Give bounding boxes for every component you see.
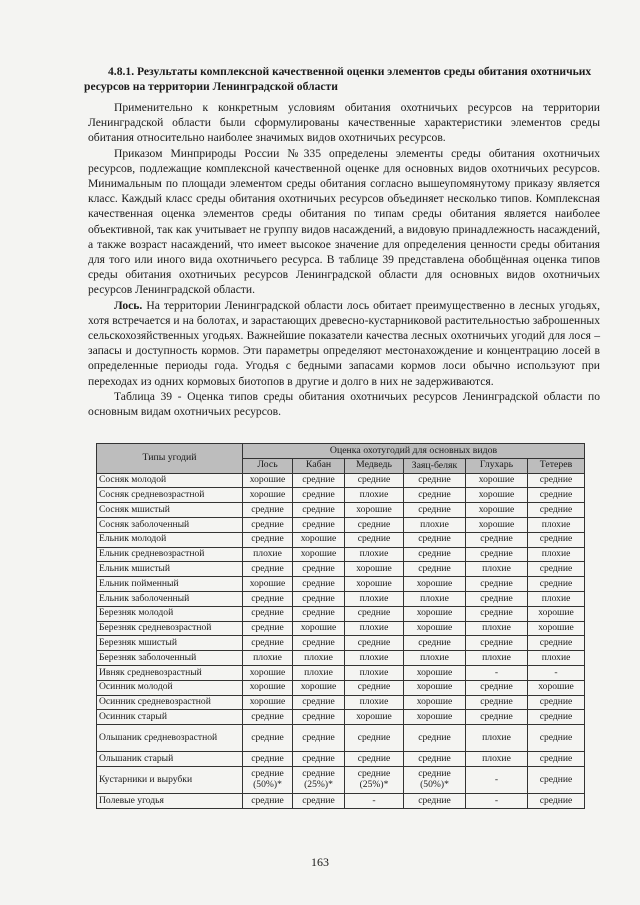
rating-cell: средние <box>466 532 528 547</box>
rating-cell: средние <box>345 532 404 547</box>
table-row <box>97 562 585 577</box>
rating-cell: средние <box>528 577 585 592</box>
rating-cell: средние <box>404 532 466 547</box>
rating-cell: средние <box>345 606 404 621</box>
habitat-type-cell: Сосняк молодой <box>97 473 243 488</box>
habitat-type-cell: Сосняк средневозрастной <box>97 488 243 503</box>
rating-cell: хорошие <box>243 665 293 680</box>
habitat-type-cell: Кустарники и вырубки <box>97 766 243 793</box>
rating-cell: средние <box>293 636 345 651</box>
paragraph-3-lead: Лось. <box>114 298 143 312</box>
rating-cell: средние <box>404 488 466 503</box>
rating-cell: хорошие <box>466 517 528 532</box>
habitat-type-cell: Осинник средневозрастной <box>97 695 243 710</box>
table-row <box>97 651 585 666</box>
rating-cell: хорошие <box>345 503 404 518</box>
rating-cell: средние <box>528 766 585 793</box>
habitat-type-cell: Ельник мшистый <box>97 562 243 577</box>
habitat-type-cell: Осинник молодой <box>97 680 243 695</box>
rating-cell: плохие <box>243 651 293 666</box>
rating-cell: средние <box>466 577 528 592</box>
rating-cell: хорошие <box>293 532 345 547</box>
rating-cell: хорошие <box>404 621 466 636</box>
paragraph-3 <box>88 298 600 389</box>
rating-cell: средние <box>293 752 345 767</box>
rating-cell: плохие <box>293 665 345 680</box>
rating-cell: средние <box>243 517 293 532</box>
rating-cell: средние <box>293 606 345 621</box>
habitat-type-cell: Ивняк средневозрастный <box>97 665 243 680</box>
rating-cell: плохие <box>345 665 404 680</box>
table-row <box>97 752 585 767</box>
rating-cell: плохие <box>345 488 404 503</box>
rating-cell: средние <box>404 725 466 752</box>
rating-cell: средние <box>466 680 528 695</box>
rating-cell: хорошие <box>528 680 585 695</box>
rating-cell: хорошие <box>528 621 585 636</box>
rating-cell: средние <box>243 591 293 606</box>
rating-cell: хорошие <box>528 606 585 621</box>
rating-cell: средние <box>345 752 404 767</box>
habitat-type-cell: Ельник молодой <box>97 532 243 547</box>
rating-cell: средние <box>404 503 466 518</box>
rating-cell: средние <box>404 752 466 767</box>
rating-cell: плохие <box>466 621 528 636</box>
rating-cell: средние <box>404 473 466 488</box>
rating-cell: хорошие <box>243 577 293 592</box>
rating-cell: плохие <box>466 651 528 666</box>
rating-cell: средние <box>293 695 345 710</box>
rating-cell: плохие <box>466 752 528 767</box>
habitat-type-cell: Осинник старый <box>97 710 243 725</box>
table-row <box>97 766 585 793</box>
rating-cell: средние <box>528 473 585 488</box>
rating-cell: средние <box>528 503 585 518</box>
paragraph-3-text: На территории Ленинградской области лось обитает преимущественно в лесных угодьях, хотя встречается и на болотах, и зарастающих древесно-кустарниковой растительностью заброшенных сельскохозяйственных угодьях. Важнейшие показатели качества лесных охотничьих угодий для лося – запасы и доступность кормов. Эти параметры определяют местонахождение и концентрацию лосей в определенные периоды года. Угодья с бедными запасами кормов лоси обычно используют при переходах из одних кормовых биотопов в другие и долго в них не задерживаются. <box>88 298 600 388</box>
paragraph-1: Применительно к конкретным условиям обитания охотничьих ресурсов на территории Ленинградской области были сформулированы качественные характеристики элементов среды обитания относительно наиболее значимых видов охотничьих ресурсов. <box>88 101 600 145</box>
table-row <box>97 725 585 752</box>
rating-cell: хорошие <box>404 606 466 621</box>
rating-cell: средние <box>243 621 293 636</box>
rating-cell: средние <box>345 636 404 651</box>
rating-cell: хорошие <box>243 680 293 695</box>
rating-cell: плохие <box>345 547 404 562</box>
rating-cell: средние <box>528 752 585 767</box>
rating-cell: средние <box>404 562 466 577</box>
rating-cell: плохие <box>466 562 528 577</box>
rating-cell: хорошие <box>345 577 404 592</box>
page-number: 163 <box>311 855 329 869</box>
rating-cell: средние <box>404 793 466 808</box>
group-header: Оценка охотугодий для основных видов <box>243 444 585 459</box>
table-row <box>97 606 585 621</box>
rating-cell: средние <box>243 725 293 752</box>
rating-cell: средние <box>528 488 585 503</box>
habitat-type-cell: Березняк средневозрастной <box>97 621 243 636</box>
table-header-row-1 <box>97 444 585 459</box>
table-row <box>97 591 585 606</box>
rating-cell: средние <box>243 562 293 577</box>
table-row <box>97 503 585 518</box>
habitat-type-cell: Березняк молодой <box>97 606 243 621</box>
rating-cell: средние <box>293 473 345 488</box>
rating-cell: средние (50%)* <box>404 766 466 793</box>
table-row <box>97 636 585 651</box>
species-header-grouse: Тетерев <box>528 458 585 473</box>
rating-cell: средние <box>293 591 345 606</box>
table-row <box>97 517 585 532</box>
rating-cell: средние <box>404 547 466 562</box>
table-row <box>97 488 585 503</box>
habitat-type-cell: Ольшаник средневозрастной <box>97 725 243 752</box>
rating-cell: - <box>466 665 528 680</box>
rating-cell: - <box>466 766 528 793</box>
habitat-type-cell: Ельник пойменный <box>97 577 243 592</box>
rating-cell: средние <box>345 725 404 752</box>
table-caption: Таблица 39 - Оценка типов среды обитания охотничьих ресурсов Ленинградской области по основным видам охотничьих ресурсов. <box>88 389 600 419</box>
rating-cell: средние (25%)* <box>345 766 404 793</box>
rating-cell: хорошие <box>404 665 466 680</box>
rating-cell: средние <box>528 793 585 808</box>
rating-cell: хорошие <box>466 473 528 488</box>
rating-cell: хорошие <box>404 710 466 725</box>
habitat-type-cell: Березняк мшистый <box>97 636 243 651</box>
rating-cell: - <box>466 793 528 808</box>
rating-cell: хорошие <box>293 547 345 562</box>
table-row <box>97 532 585 547</box>
habitat-type-cell: Сосняк мшистый <box>97 503 243 518</box>
rating-cell: плохие <box>345 621 404 636</box>
rating-cell: средние <box>466 547 528 562</box>
rating-cell: средние <box>528 636 585 651</box>
type-header: Типы угодий <box>97 444 243 474</box>
species-header-capercaillie: Глухарь <box>466 458 528 473</box>
rating-cell: хорошие <box>243 695 293 710</box>
rating-cell: плохие <box>243 547 293 562</box>
rating-cell: хорошие <box>404 577 466 592</box>
table-row <box>97 665 585 680</box>
paragraph-2: Приказом Минприроды России №335 определены элементы среды обитания охотничьих ресурсов, подлежащие комплексной качественной оценке для основных видов охотничьих ресурсов. Минимальным по площади элементом среды обитания согласно вышеупомянутому приказу является класс. Каждый класс среды обитания охотничьих ресурсов объединяет несколько типов. Комплексная качественная оценка элементов среды обитания по типам среды обитания является наиболее объективной, так как учитывает не группу видов насаждений, а видовую принадлежность насаждений, а также возраст насаждений, что имеет высокое значение для определения ценности среды обитания для того или иного вида охотничьего ресурса. В таблице 39 представлена обобщённая оценка типов среды обитания охотничьих ресурсов Ленинградской области для основных видов охотничьих ресурсов Ленинградской области. <box>88 146 600 297</box>
rating-cell: средние <box>404 636 466 651</box>
table-row <box>97 547 585 562</box>
rating-cell: плохие <box>404 517 466 532</box>
table-row <box>97 793 585 808</box>
table-row <box>97 577 585 592</box>
body-text <box>88 100 600 419</box>
rating-cell: хорошие <box>404 680 466 695</box>
rating-cell: средние <box>293 503 345 518</box>
rating-cell: хорошие <box>345 562 404 577</box>
rating-cell: плохие <box>404 651 466 666</box>
rating-cell: плохие <box>528 651 585 666</box>
rating-cell: средние <box>293 488 345 503</box>
habitat-type-cell: Сосняк заболоченный <box>97 517 243 532</box>
rating-cell: средние <box>293 577 345 592</box>
rating-cell: плохие <box>466 725 528 752</box>
rating-cell: средние <box>466 710 528 725</box>
table-row <box>97 680 585 695</box>
rating-cell: средние <box>466 606 528 621</box>
rating-cell: средние <box>528 532 585 547</box>
rating-cell: хорошие <box>466 488 528 503</box>
rating-cell: хорошие <box>243 473 293 488</box>
species-header-hare: Заяц-беляк <box>404 458 466 473</box>
rating-cell: плохие <box>293 651 345 666</box>
rating-cell: средние <box>293 562 345 577</box>
rating-cell: средние <box>243 710 293 725</box>
species-header-moose: Лось <box>243 458 293 473</box>
habitat-type-cell: Березняк заболоченный <box>97 651 243 666</box>
rating-cell: средние <box>345 473 404 488</box>
rating-cell: хорошие <box>293 621 345 636</box>
species-header-bear: Медведь <box>345 458 404 473</box>
rating-cell: плохие <box>528 547 585 562</box>
rating-cell: хорошие <box>404 695 466 710</box>
rating-cell: средние <box>528 710 585 725</box>
rating-cell: средние <box>243 606 293 621</box>
rating-cell: - <box>345 793 404 808</box>
rating-cell: средние <box>293 793 345 808</box>
rating-cell: средние (50%)* <box>243 766 293 793</box>
rating-cell: хорошие <box>466 503 528 518</box>
rating-cell: плохие <box>528 591 585 606</box>
rating-cell: средние <box>345 517 404 532</box>
rating-cell: плохие <box>528 517 585 532</box>
rating-cell: средние <box>466 695 528 710</box>
species-header-boar: Кабан <box>293 458 345 473</box>
rating-cell: средние <box>243 793 293 808</box>
rating-cell: средние <box>243 752 293 767</box>
rating-cell: средние <box>293 710 345 725</box>
rating-cell: средние <box>243 636 293 651</box>
rating-cell: средние <box>293 517 345 532</box>
rating-cell: плохие <box>404 591 466 606</box>
table-row <box>97 710 585 725</box>
habitat-type-cell: Ольшаник старый <box>97 752 243 767</box>
rating-cell: средние (25%)* <box>293 766 345 793</box>
table-row <box>97 621 585 636</box>
rating-cell: хорошие <box>345 710 404 725</box>
rating-cell: плохие <box>345 591 404 606</box>
habitat-assessment-table <box>96 443 585 809</box>
table-body <box>97 473 585 808</box>
section-heading: 4.8.1. Результаты комплексной качественной оценки элементов среды обитания охотничьих ресурсов на территории Ленинградской области <box>84 65 592 93</box>
rating-cell: средние <box>528 562 585 577</box>
habitat-type-cell: Ельник средневозрастной <box>97 547 243 562</box>
rating-cell: плохие <box>345 695 404 710</box>
habitat-type-cell: Ельник заболоченный <box>97 591 243 606</box>
table-row <box>97 473 585 488</box>
rating-cell: средние <box>345 680 404 695</box>
rating-cell: средние <box>528 725 585 752</box>
rating-cell: средние <box>528 695 585 710</box>
rating-cell: средние <box>243 532 293 547</box>
rating-cell: средние <box>466 636 528 651</box>
rating-cell: плохие <box>345 651 404 666</box>
rating-cell: средние <box>243 503 293 518</box>
rating-cell: средние <box>293 725 345 752</box>
rating-cell: хорошие <box>293 680 345 695</box>
rating-cell: - <box>528 665 585 680</box>
table-row <box>97 695 585 710</box>
rating-cell: хорошие <box>243 488 293 503</box>
rating-cell: средние <box>466 591 528 606</box>
habitat-type-cell: Полевые угодья <box>97 793 243 808</box>
